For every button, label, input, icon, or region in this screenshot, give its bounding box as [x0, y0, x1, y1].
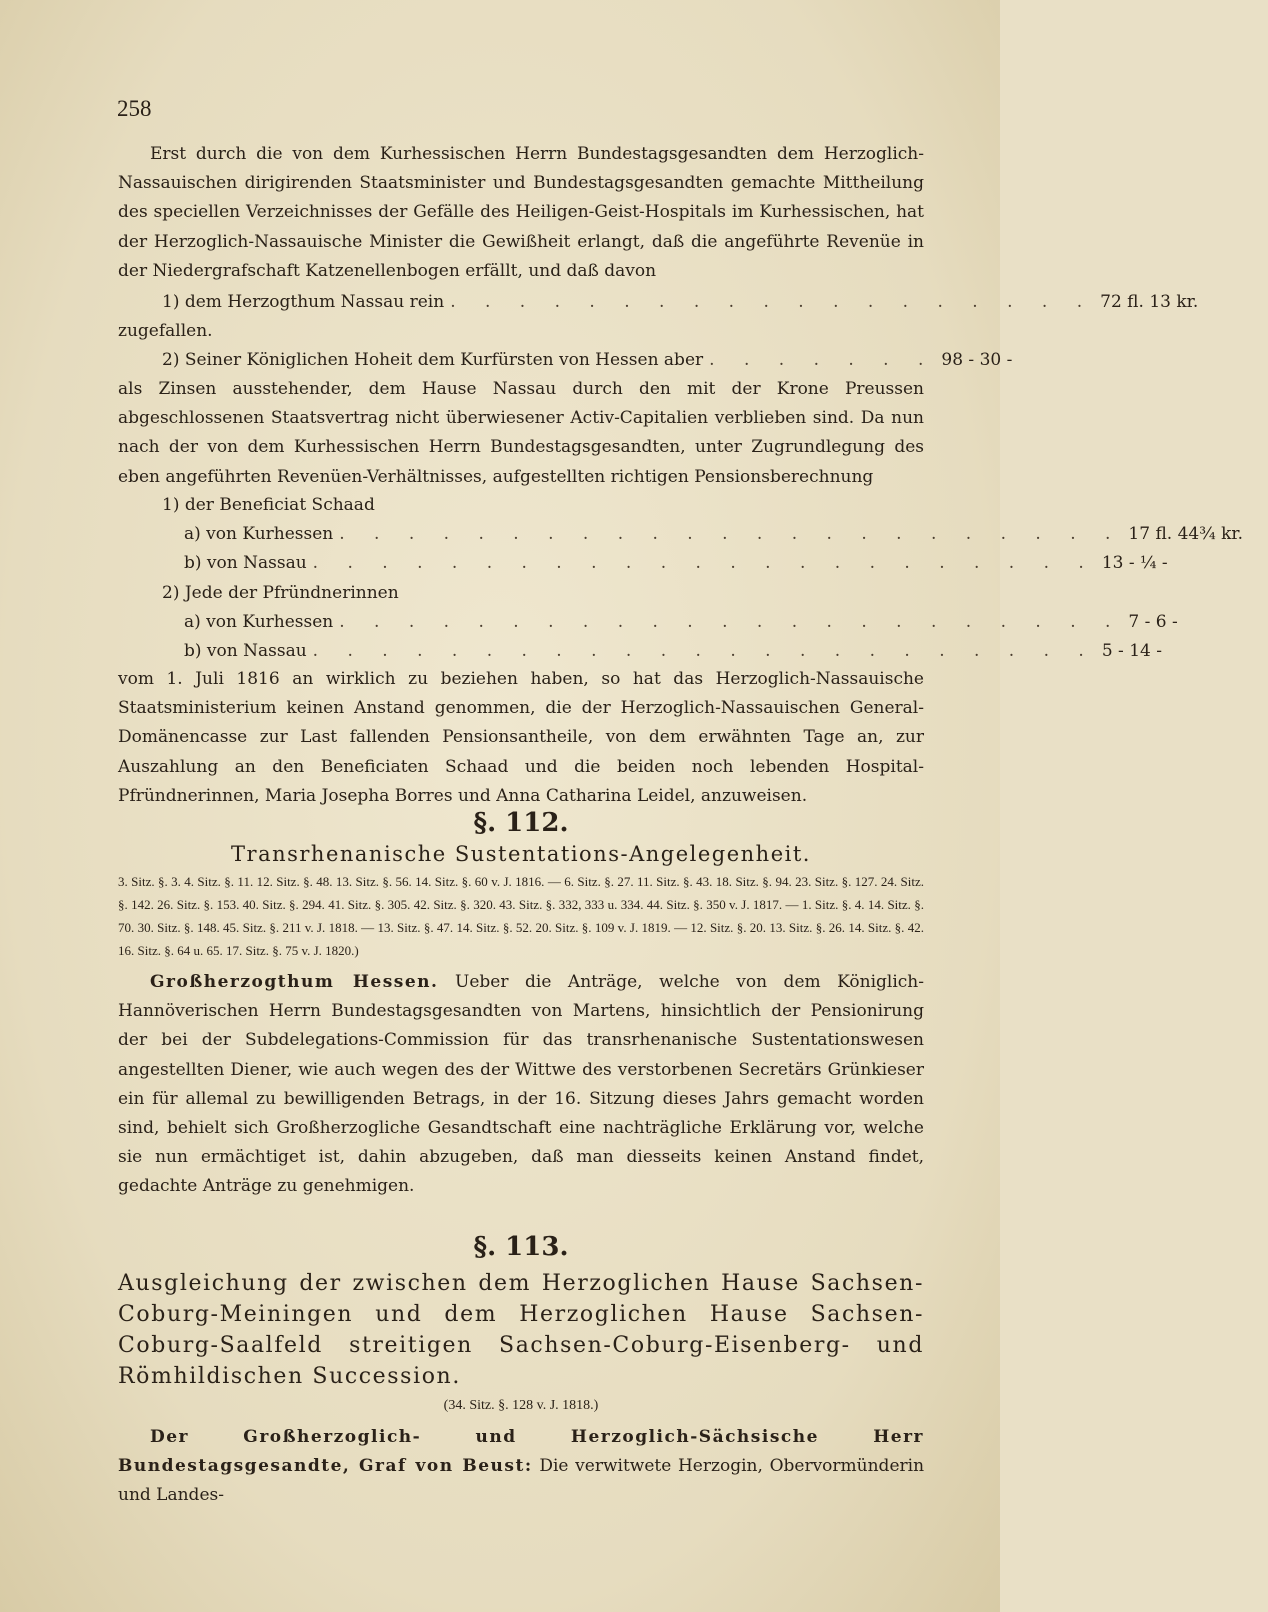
section-113: [118, 1232, 924, 1511]
section-number: §. 113.: [473, 1232, 569, 1262]
revenue-list: [118, 288, 1199, 376]
pension-list: [118, 491, 1244, 666]
revenue-after-line: zugefallen.: [118, 321, 213, 342]
section-title: Transrhenanische Sustentations-Angelegenheit.: [231, 842, 811, 866]
section-body: Der Großherzoglich- und Herzoglich-Sächsische Herr Bundestagsgesandte, Graf von Beust: Die verwitwete Herzogin, Obervormünderin und Landes-: [118, 1427, 925, 1506]
list-heading-beneficiat: 1) der Beneficiat Schaad: [162, 495, 375, 515]
section-reference: (34. Sitz. §. 128 v. J. 1818.): [443, 1398, 599, 1413]
section-title: Ausgleichung der zwischen dem Herzoglichen Hause Sachsen-Coburg-Meiningen und dem Herzoglichen Hause Sachsen-Coburg-Saalfeld streitigen Sachsen-Coburg-Eisenberg- und Römhildischen Succession.: [118, 1271, 924, 1389]
list-item-nassau-1: b) von Nassau . . . . . . . . . . . . . . . . . . . . . . . 13 ‑ ¼ ‑: [184, 553, 1168, 574]
paragraph-payment: vom 1. Juli 1816 an wirklich zu beziehen haben, so hat das Herzoglich-Nassauische Staatsministerium keinen Anstand genommen, die der Herzoglich-Nassauischen General-Domänencasse zur Last fallenden Pensionsantheile, von dem erwähnten Tage an, zur Auszahlung an den Beneficiaten Schaad und die beiden noch lebenden Hospital-Pfründnerinnen, Maria Josepha Borres und Anna Catharina Leidel, anzuweisen.: [118, 669, 924, 806]
list-item-nassau-2: b) von Nassau . . . . . . . . . . . . . . . . . . . . . . . 5 ‑ 14 ‑: [184, 641, 1162, 662]
list-heading-pfruendnerinnen: 2) Jede der Pfründnerinnen: [162, 582, 399, 603]
para-kurhessen-hospital: [118, 140, 924, 286]
list-item-kurhessen-2: a) von Kurhessen . . . . . . . . . . . . . . . . . . . . . . . 7 ‑ 6 ‑: [184, 611, 1178, 632]
revenue-item-label: 1) dem Herzogthum Nassau rein: [162, 292, 445, 312]
revenue-item-hessen: 2) Seiner Königlichen Hoheit dem Kurfürsten von Hessen aber . . . . . . . 98 ‑ 30 ‑: [118, 346, 924, 375]
list-item-kurhessen-1: a) von Kurhessen . . . . . . . . . . . . . . . . . . . . . . . 17 fl. 44¾ kr.: [184, 524, 1244, 545]
revenue-item-nassau: 1) dem Herzogthum Nassau rein . . . . . . . . . . . . . . . . . . . 72 fl. 13 kr.: [118, 288, 924, 317]
page-number: 258: [117, 96, 152, 121]
revenue-item-value: 98 ‑ 30 ‑: [941, 350, 1013, 371]
revenue-item-label: 2) Seiner Königlichen Hoheit dem Kurfürsten von Hessen aber: [162, 350, 704, 371]
section-number: §. 112.: [473, 808, 569, 838]
section-lead: Der Großherzoglich- und Herzoglich-Sächsische Herr Bundestagsgesandte, Graf von Beust:: [118, 1427, 924, 1477]
section-references: 3. Sitz. §. 3. 4. Sitz. §. 11. 12. Sitz. §. 48. 13. Sitz. §. 56. 14. Sitz. §. 60 v. J. 1816. — 6. Sitz. §. 27. 11. Sitz. §. 43. 18. Sitz. §. 94. 23. Sitz. §. 127. 24. Sitz. §. 142. 26. Sitz. §. 153. 40. Sitz. §. 294. 41. Sitz. §. 305. 42. Sitz. §. 320. 43. Sitz. §. 332, 333 u. 334. 44. Sitz. §. 350 v. J. 1817. — 1. Sitz. §. 4. 14. Sitz. §. 70. 30. Sitz. §. 148. 45. Sitz. §. 211 v. J. 1818. — 13. Sitz. §. 47. 14. Sitz. §. 52. 20. Sitz. §. 109 v. J. 1819. — 12. Sitz. §. 20. 13. Sitz. §. 26. 14. Sitz. §. 42. 16. Sitz. §. 64 u. 65. 17. Sitz. §. 75 v. J. 1820.): [118, 874, 924, 958]
paragraph-pension: als Zinsen ausstehender, dem Hause Nassau durch den mit der Krone Preussen abgeschlossenen Staatsvertrag nicht überwiesener Activ-Capitalien verblieben sind. Da nun nach der von dem Kurhessischen Herrn Bundestagsgesandten, unter Zugrundlegung des eben angeführten Revenüen-Verhältnisses, aufgestellten richtigen Pensionsberechnung: [118, 379, 924, 487]
section-body: Großherzogthum Hessen. Ueber die Anträge, welche von dem Königlich-Hannöverischen Herrn Bundestagsgesandten von Martens, hinsichtlich der Pensionirung der bei der Subdelegations-Commission für das transrhenanische Sustentationswesen angestellten Diener, wie auch wegen des der Wittwe des verstorbenen Secretärs Grünkieser ein für allemal zu bewilligenden Betrags, in der 16. Sitzung dieses Jahrs gemacht worden sind, behielt sich Großherzogliche Gesandtschaft eine nachträgliche Erklärung vor, welche sie nun ermächtiget ist, dahin abzugeben, daß man diesseits keinen Anstand findet, gedachte Anträge zu genehmigen.: [118, 972, 924, 1197]
para-pension-payment: [118, 665, 924, 811]
revenue-item-value: 72 fl. 13 kr.: [1100, 292, 1199, 312]
para-pension-calc: [118, 375, 924, 492]
section-112: [118, 808, 924, 1202]
section-lead: Großherzogthum Hessen.: [150, 972, 439, 992]
paragraph-intro: Erst durch die von dem Kurhessischen Herrn Bundestagsgesandten dem Herzoglich-Nassauischen dirigirenden Staatsminister und Bundestagsgesandten gemachte Mittheilung des speciellen Verzeichnisses der Gefälle des Heiligen-Geist-Hospitals im Kurhessischen, hat der Herzoglich-Nassauische Minister die Gewißheit erlangt, daß die angeführte Revenüe in der Niedergrafschaft Katzenellenbogen erfällt, und daß davon: [118, 144, 924, 281]
